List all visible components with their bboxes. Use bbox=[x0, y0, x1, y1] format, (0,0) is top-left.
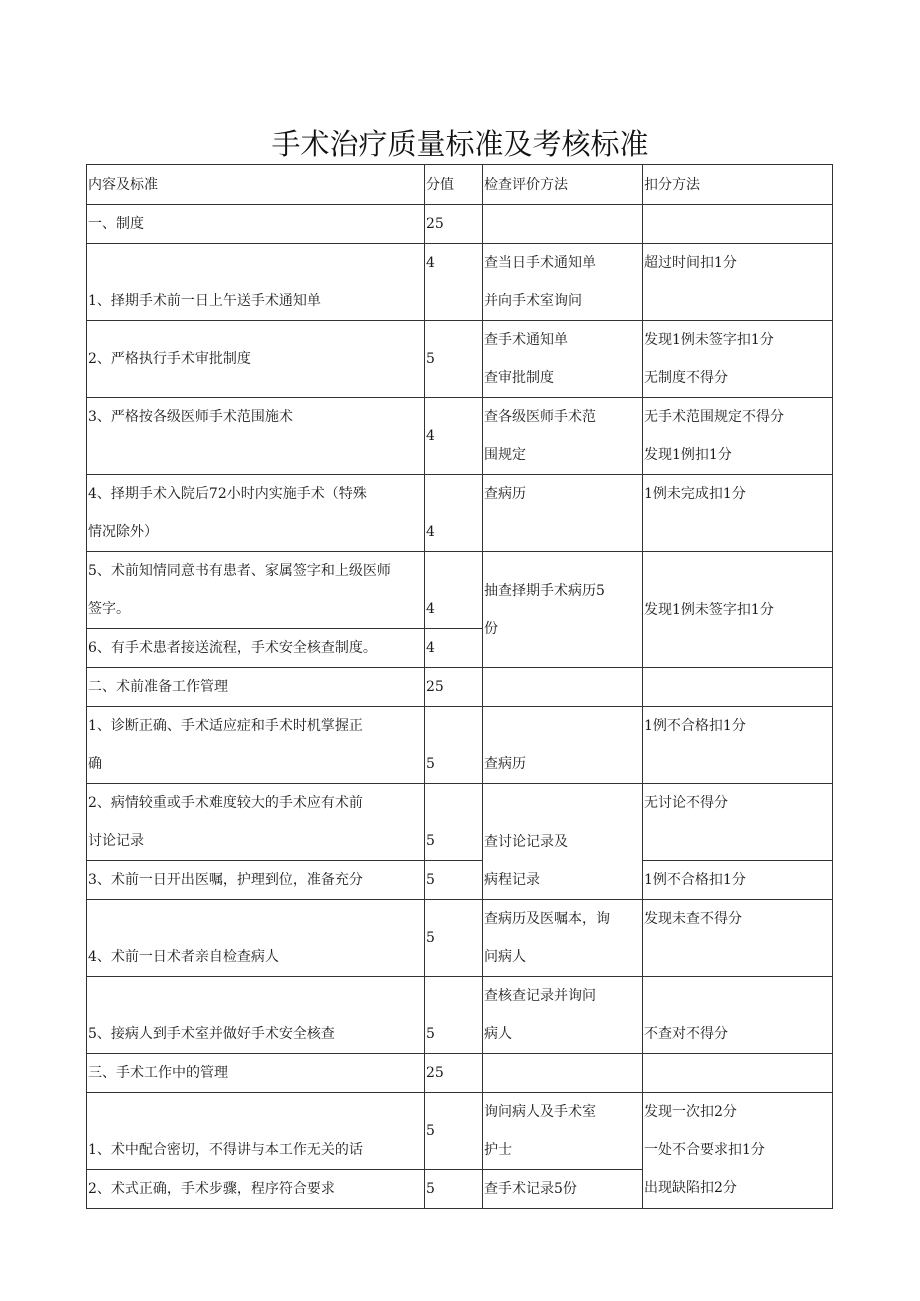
row-content: 2、术式正确，手术步骤，程序符合要求 bbox=[87, 1170, 425, 1209]
row-content: 4、术前一日术者亲自检查病人 bbox=[87, 900, 425, 977]
row-method: 查病历及医嘱本，询 问病人 bbox=[483, 900, 643, 977]
row-deduction: 超过时间扣1分 bbox=[643, 244, 833, 321]
header-score: 分值 bbox=[425, 165, 483, 205]
section-row bbox=[87, 668, 833, 707]
table-row bbox=[87, 244, 833, 321]
header-content: 内容及标准 bbox=[87, 165, 425, 205]
table-row bbox=[87, 784, 833, 861]
row-content: 3、术前一日开出医嘱，护理到位，准备充分 bbox=[87, 861, 425, 900]
row-score: 4 bbox=[425, 244, 483, 321]
section-score: 25 bbox=[425, 205, 483, 244]
row-content: 6、有手术患者接送流程，手术安全核查制度。 bbox=[87, 629, 425, 668]
table-row bbox=[87, 321, 833, 398]
row-content: 2、病情较重或手术难度较大的手术应有术前 讨论记录 bbox=[87, 784, 425, 861]
table-row bbox=[87, 398, 833, 475]
section-row bbox=[87, 205, 833, 244]
row-deduction: 发现未查不得分 bbox=[643, 900, 833, 977]
row-content: 5、术前知情同意书有患者、家属签字和上级医师 签字。 bbox=[87, 552, 425, 629]
table-row bbox=[87, 977, 833, 1054]
row-score: 5 bbox=[425, 900, 483, 977]
row-deduction: 发现1例未签字扣1分 bbox=[643, 552, 833, 668]
section-label: 一、制度 bbox=[87, 205, 425, 244]
page-title: 手术治疗质量标准及考核标准 bbox=[271, 127, 649, 161]
row-score: 5 bbox=[425, 1093, 483, 1170]
row-content: 1、择期手术前一日上午送手术通知单 bbox=[87, 244, 425, 321]
table-row bbox=[87, 707, 833, 784]
row-deduction: 1例不合格扣1分 bbox=[643, 861, 833, 900]
row-score: 4 bbox=[425, 552, 483, 629]
empty-cell bbox=[643, 1054, 833, 1093]
header-method: 检查评价方法 bbox=[483, 165, 643, 205]
section-label: 二、术前准备工作管理 bbox=[87, 668, 425, 707]
row-content: 1、诊断正确、手术适应症和手术时机掌握正 确 bbox=[87, 707, 425, 784]
row-score: 5 bbox=[425, 321, 483, 398]
row-score: 4 bbox=[425, 629, 483, 668]
row-score: 5 bbox=[425, 977, 483, 1054]
header-deduction: 扣分方法 bbox=[643, 165, 833, 205]
row-method: 查当日手术通知单 并向手术室询问 bbox=[483, 244, 643, 321]
row-method: 查病历 bbox=[483, 475, 643, 552]
row-deduction: 无手术范围规定不得分 发现1例扣1分 bbox=[643, 398, 833, 475]
section-row bbox=[87, 1054, 833, 1093]
table-header-row bbox=[87, 165, 833, 205]
row-method: 询问病人及手术室 护士 bbox=[483, 1093, 643, 1170]
table-row bbox=[87, 475, 833, 552]
row-deduction: 1例不合格扣1分 bbox=[643, 707, 833, 784]
row-method: 查手术记录5份 bbox=[483, 1170, 643, 1209]
table-row bbox=[87, 552, 833, 629]
section-score: 25 bbox=[425, 668, 483, 707]
row-content: 5、接病人到手术室并做好手术安全核查 bbox=[87, 977, 425, 1054]
row-deduction: 无讨论不得分 bbox=[643, 784, 833, 861]
row-content: 2、严格执行手术审批制度 bbox=[87, 321, 425, 398]
row-score: 5 bbox=[425, 784, 483, 861]
row-content: 1、术中配合密切，不得讲与本工作无关的话 bbox=[87, 1093, 425, 1170]
row-deduction: 发现一次扣2分 一处不合要求扣1分 出现缺陷扣2分 bbox=[643, 1093, 833, 1209]
table-row bbox=[87, 1093, 833, 1170]
empty-cell bbox=[643, 668, 833, 707]
table-row bbox=[87, 861, 833, 900]
empty-cell bbox=[483, 205, 643, 244]
row-score: 5 bbox=[425, 1170, 483, 1209]
row-content: 3、严格按各级医师手术范围施术 bbox=[87, 398, 425, 475]
section-score: 25 bbox=[425, 1054, 483, 1093]
row-method: 查手术通知单 查审批制度 bbox=[483, 321, 643, 398]
empty-cell bbox=[483, 1054, 643, 1093]
standards-table bbox=[86, 164, 833, 1209]
row-method: 抽查择期手术病历5 份 bbox=[483, 552, 643, 668]
section-label: 三、手术工作中的管理 bbox=[87, 1054, 425, 1093]
row-method: 查各级医师手术范 围规定 bbox=[483, 398, 643, 475]
row-deduction: 不查对不得分 bbox=[643, 977, 833, 1054]
row-score: 5 bbox=[425, 861, 483, 900]
empty-cell bbox=[483, 668, 643, 707]
row-method: 查病历 bbox=[483, 707, 643, 784]
row-method: 查讨论记录及 病程记录 bbox=[483, 784, 643, 900]
row-score: 4 bbox=[425, 398, 483, 475]
row-method: 查核查记录并询问 病人 bbox=[483, 977, 643, 1054]
row-score: 4 bbox=[425, 475, 483, 552]
row-content: 4、择期手术入院后72小时内实施手术（特殊 情况除外） bbox=[87, 475, 425, 552]
row-deduction: 1例未完成扣1分 bbox=[643, 475, 833, 552]
row-score: 5 bbox=[425, 707, 483, 784]
table-row bbox=[87, 900, 833, 977]
empty-cell bbox=[643, 205, 833, 244]
row-deduction: 发现1例未签字扣1分 无制度不得分 bbox=[643, 321, 833, 398]
